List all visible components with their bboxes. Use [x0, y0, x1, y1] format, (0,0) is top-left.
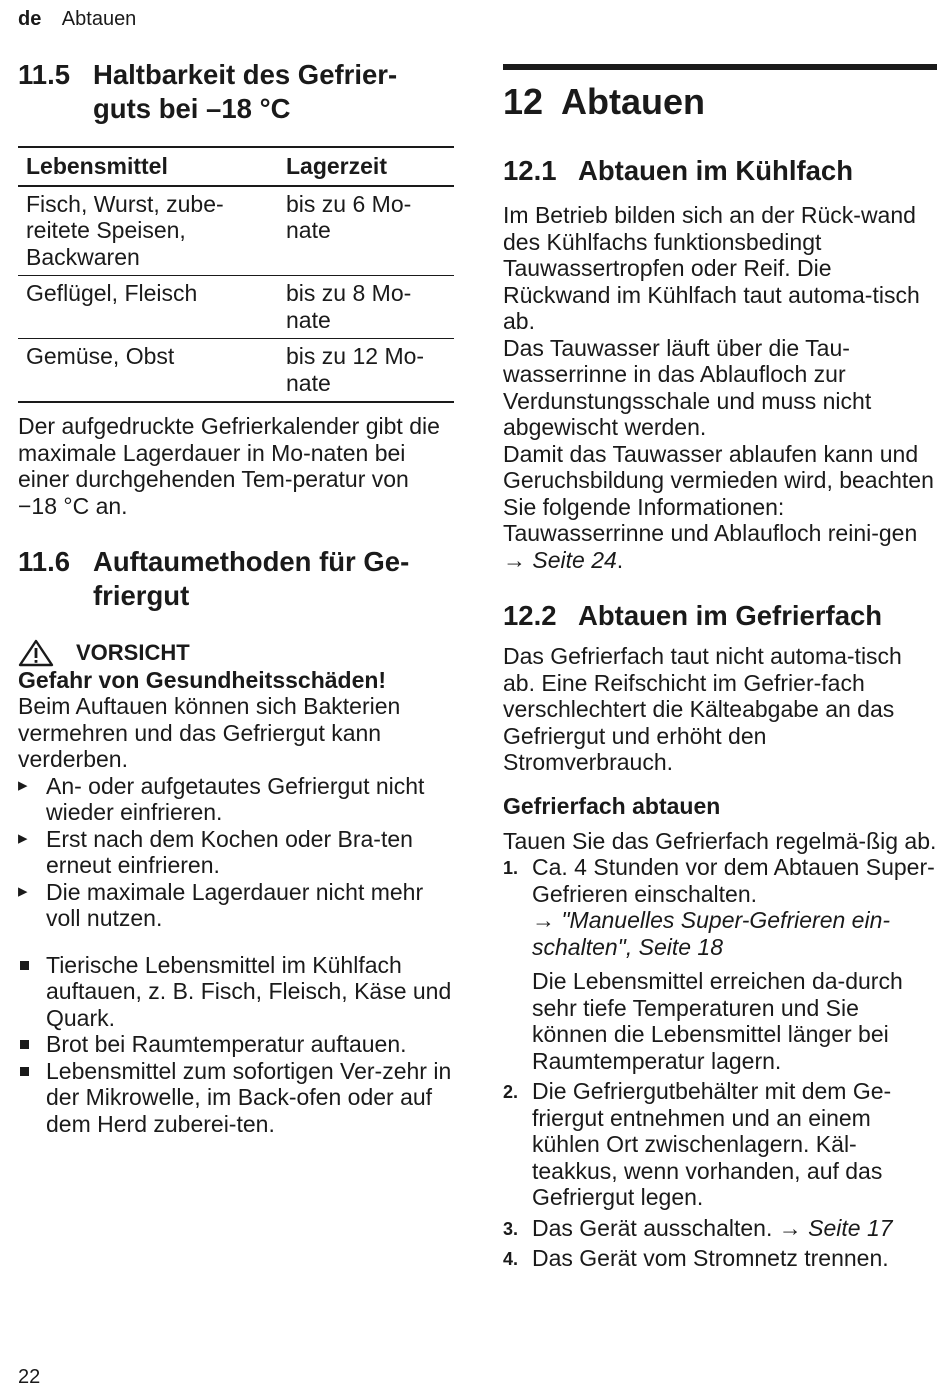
page-number: 22 [18, 1366, 41, 1388]
list-item: ▸ Die maximale Lagerdauer nicht mehr voll nutzen. [18, 879, 454, 932]
table-header-row [18, 147, 454, 186]
heading-12 [503, 64, 937, 124]
running-title: Abtauen [61, 8, 137, 30]
left-column [18, 58, 454, 1137]
warning-block [18, 639, 454, 932]
heading-number: 12 [503, 81, 544, 122]
paragraph-text: Damit das Tauwasser ablaufen kann und Geruchsbildung vermieden wird, beachten Sie folgende Informationen: Tauwasserrinne und Ablaufloch reini-gen [503, 440, 934, 546]
list-item: Lebensmittel zum sofortigen Ver-zehr in der Mikrowelle, im Back-ofen oder auf dem Herd zuberei-ten. [18, 1058, 454, 1138]
paragraph: Im Betrieb bilden sich an der Rück-wand des Kühlfachs funktionsbedingt Tauwassertropfen oder Reif. Die Rückwand im Kühlfach taut automa-tisch ab. [503, 202, 920, 334]
table-cell-food: Gemüse, Obst [18, 339, 278, 403]
table-cell-food: Geflügel, Fleisch [18, 276, 278, 339]
table-cell-food: Fisch, Wurst, zube-reitete Speisen, Backwaren [18, 186, 278, 276]
paragraph-end: . [616, 546, 624, 573]
column-header-food: Lebensmittel [18, 147, 278, 186]
heading-text: Auftaumethoden für Ge-friergut [93, 546, 410, 611]
language-code: de [18, 8, 42, 30]
list-item: Brot bei Raumtemperatur auftauen. [18, 1031, 454, 1058]
column-header-storage-time: Lagerzeit [278, 147, 454, 186]
heading-number: 12.2 [503, 600, 557, 631]
heading-12-1 [503, 154, 937, 188]
storage-time-table [18, 146, 454, 403]
arrow-right-icon: → [778, 1214, 802, 1241]
step-reference [532, 907, 937, 960]
step-text: Die Gefriergutbehälter mit dem Ge-friergut entnehmen und an einem kühlen Ort zwischenlagern. Käl-teakkus, wenn vorhanden, auf das Gefriergut legen. [532, 1078, 892, 1210]
table-row [18, 276, 454, 339]
warning-text: Beim Auftauen können sich Bakterien vermehren und das Gefriergut kann verderben. [18, 693, 401, 772]
table-cell-time: bis zu 6 Mo-nate [278, 186, 454, 276]
paragraph [503, 441, 937, 574]
step-text: Das Gerät vom Stromnetz trennen. [532, 1245, 889, 1271]
page-reference-link[interactable]: "Manuelles Super-Gefrieren ein-schalten", Seite 18 [532, 907, 891, 960]
list-item [503, 1215, 937, 1242]
thawing-methods-list [18, 952, 454, 1138]
list-item [503, 1078, 937, 1211]
step-result: Die Lebensmittel erreichen da-durch sehr tiefe Temperaturen und Sie können die Lebensmittel länger bei Raumtemperatur lagern. [532, 968, 903, 1074]
freezer-calendar-note: Der aufgedruckte Gefrierkalender gibt die maximale Lagerdauer in Mo-naten bei einer durchgehenden Tem-peratur von −18 °C an. [18, 413, 440, 519]
subheading-defrost-freezer: Gefrierfach abtauen [503, 792, 721, 819]
heading-11-6 [18, 545, 454, 613]
step-text: Das Gerät ausschalten. [532, 1214, 773, 1241]
heading-number: 11.6 [18, 546, 71, 577]
paragraph: Das Gefrierfach taut nicht automa-tisch ab. Eine Reifschicht im Gefrier-fach verschlechtert die Kälteabgabe an das Gefriergut und erhöht den Stromverbrauch. [503, 643, 902, 775]
defrost-steps-list [503, 854, 937, 1272]
list-item [503, 1245, 937, 1272]
table-row [18, 339, 454, 403]
table-row [18, 186, 454, 276]
warning-triangle-icon [18, 639, 54, 667]
page-reference-link[interactable]: Seite 17 [808, 1214, 893, 1241]
warning-title [18, 639, 454, 667]
table-cell-time: bis zu 8 Mo-nate [278, 276, 454, 339]
step-number: 1. [503, 858, 519, 878]
heading-12-2 [503, 599, 937, 633]
heading-number: 12.1 [503, 155, 557, 186]
right-column [503, 58, 937, 1272]
arrow-right-icon: → [503, 546, 526, 573]
list-item: Tierische Lebensmittel im Kühlfach auftauen, z. B. Fisch, Fleisch, Käse und Quark. [18, 952, 454, 1032]
heading-text: Abtauen im Gefrierfach [578, 600, 883, 631]
heading-text: Abtauen [561, 81, 705, 122]
step-text: Ca. 4 Stunden vor dem Abtauen Super-Gefrieren einschalten. [532, 854, 935, 907]
page-header [18, 8, 136, 31]
page-reference-link[interactable]: Seite 24 [532, 546, 617, 573]
paragraph: Tauen Sie das Gefrierfach regelmä-ßig ab. [503, 827, 937, 854]
paragraph: Das Tauwasser läuft über die Tau-wasserrinne in das Ablaufloch zur Verdunstungsschale und muss nicht abgewischt werden. [503, 334, 872, 440]
warning-actions-list [18, 773, 454, 932]
step-number: 3. [503, 1218, 519, 1239]
heading-text: Haltbarkeit des Gefrier-guts bei –18 °C [93, 59, 398, 124]
step-number: 4. [503, 1249, 519, 1269]
table-cell-time: bis zu 12 Mo-nate [278, 339, 454, 403]
list-item [503, 854, 937, 1074]
heading-11-5 [18, 58, 454, 126]
list-item: ▸ Erst nach dem Kochen oder Bra-ten erneut einfrieren. [18, 826, 454, 879]
step-number: 2. [503, 1082, 519, 1102]
heading-text: Abtauen im Kühlfach [578, 155, 854, 186]
heading-number: 11.5 [18, 59, 71, 90]
warning-label: VORSICHT [76, 640, 190, 665]
arrow-right-icon: → [532, 907, 555, 933]
list-item: ▸ An- oder aufgetautes Gefriergut nicht wieder einfrieren. [18, 773, 454, 826]
warning-subtitle: Gefahr von Gesundheitsschäden! [18, 667, 387, 693]
